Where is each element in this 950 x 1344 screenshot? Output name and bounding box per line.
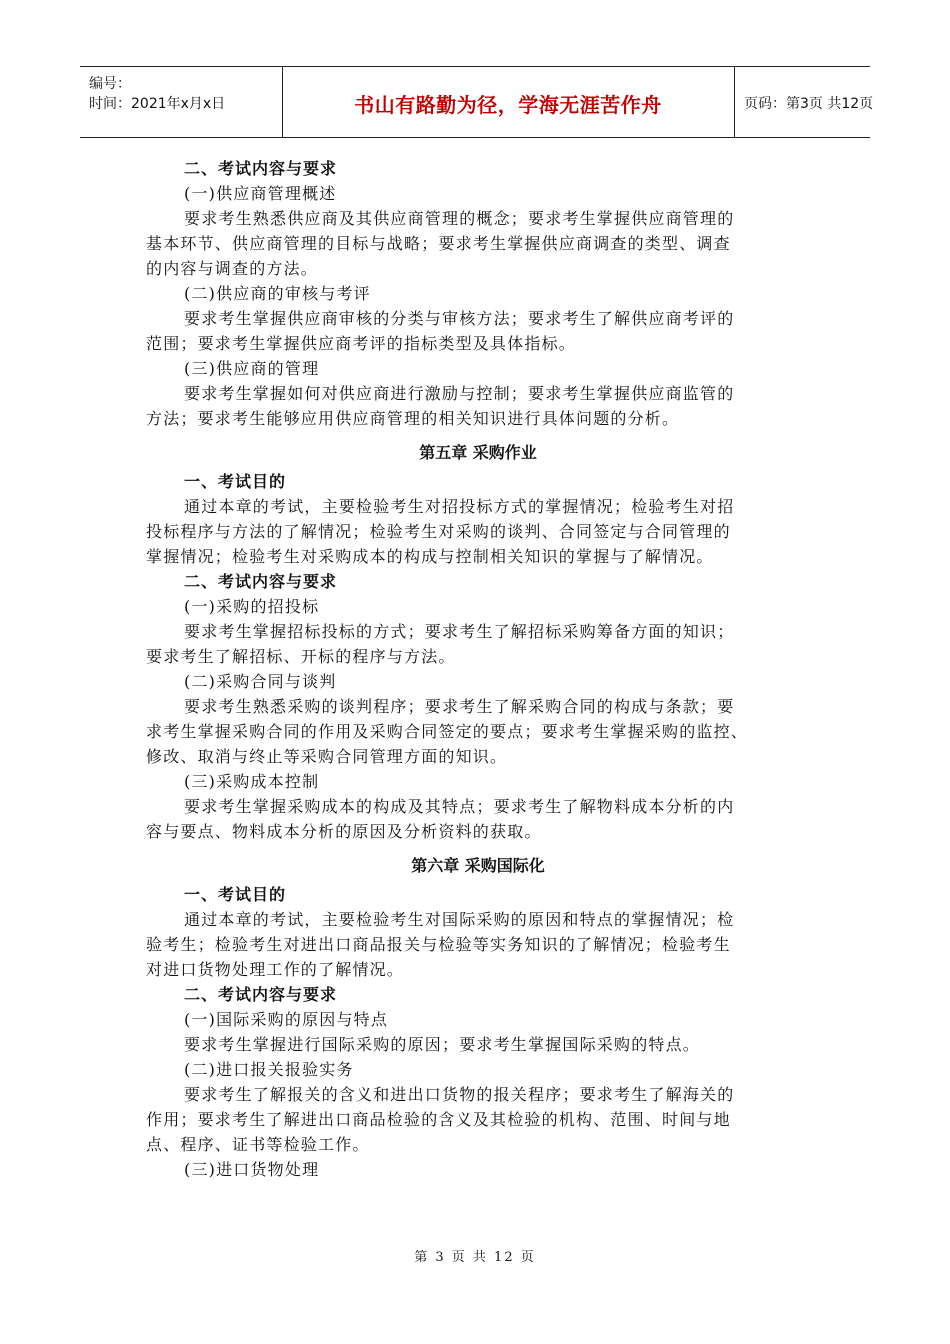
body-text-line: 要求考生掌握采购成本的构成及其特点；要求考生了解物料成本分析的内 — [184, 797, 735, 816]
body-text-line: 要求考生掌握如何对供应商进行激励与控制；要求考生掌握供应商监管的 — [184, 384, 735, 403]
body-text-line: 验考生；检验考生对进出口商品报关与检验等实务知识的了解情况；检验考生 — [146, 935, 731, 954]
section-heading: 一、考试目的 — [184, 472, 287, 491]
chapter-heading: 第六章 采购国际化 — [411, 856, 545, 875]
body-text-line: (二)供应商的审核与考评 — [184, 284, 371, 303]
body-text-line: 的内容与调查的方法。 — [146, 259, 319, 278]
page-header — [80, 66, 874, 138]
body-text-line: 对进口货物处理工作的了解情况。 — [146, 960, 405, 979]
body-text-line: 要求考生掌握进行国际采购的原因；要求考生掌握国际采购的特点。 — [184, 1035, 701, 1054]
number-label: 编号： — [89, 76, 131, 92]
chapter-heading: 第五章 采购作业 — [419, 443, 537, 462]
header-meta-cell — [80, 67, 283, 137]
section-heading: 二、考试内容与要求 — [184, 572, 338, 591]
section-heading: 二、考试内容与要求 — [184, 985, 338, 1004]
body-text-line: 点、程序、证书等检验工作。 — [146, 1135, 370, 1154]
document-body — [146, 156, 810, 1182]
body-text-line: 要求考生掌握供应商审核的分类与审核方法；要求考生了解供应商考评的 — [184, 309, 735, 328]
body-text-line: (二)采购合同与谈判 — [184, 672, 337, 691]
motto-text: 书山有路勤为径，学海无涯苦作舟 — [354, 93, 662, 117]
body-text-line: (一)国际采购的原因与特点 — [184, 1010, 389, 1029]
body-text-line: (三)供应商的管理 — [184, 359, 320, 378]
body-text-line: (一)采购的招投标 — [184, 597, 320, 616]
date-label: 时间：2021年x月x日 — [89, 96, 226, 112]
body-text-line: (三)进口货物处理 — [184, 1160, 320, 1179]
header-page-cell — [735, 67, 874, 137]
section-heading: 一、考试目的 — [184, 885, 287, 904]
body-text-line: 通过本章的考试，主要检验考生对招投标方式的掌握情况；检验考生对招 — [184, 497, 735, 516]
body-text-line: 容与要点、物料成本分析的原因及分析资料的获取。 — [146, 822, 542, 841]
body-text-line: 要求考生掌握招标投标的方式；要求考生了解招标采购筹备方面的知识； — [184, 622, 735, 641]
body-text-line: 范围；要求考生掌握供应商考评的指标类型及具体指标。 — [146, 334, 577, 353]
body-text-line: (二)进口报关报验实务 — [184, 1060, 354, 1079]
body-text-line: 修改、取消与终止等采购合同管理方面的知识。 — [146, 747, 508, 766]
body-text-line: 通过本章的考试，主要检验考生对国际采购的原因和特点的掌握情况；检 — [184, 910, 735, 929]
body-text-line: 作用；要求考生了解进出口商品检验的含义及其检验的机构、范围、时间与地 — [146, 1110, 731, 1129]
body-text-line: 要求考生熟悉采购的谈判程序；要求考生了解采购合同的构成与条款；要 — [184, 697, 735, 716]
body-text-line: 求考生掌握采购合同的作用及采购合同签定的要点；要求考生掌握采购的监控、 — [146, 722, 749, 741]
body-text-line: (一)供应商管理概述 — [184, 184, 337, 203]
body-text-line: 要求考生了解招标、开标的程序与方法。 — [146, 647, 456, 666]
body-text-line: 掌握情况；检验考生对采购成本的构成与控制相关知识的掌握与了解情况。 — [146, 547, 714, 566]
body-text-line: 方法；要求考生能够应用供应商管理的相关知识进行具体问题的分析。 — [146, 409, 680, 428]
body-text-line: 要求考生熟悉供应商及其供应商管理的概念；要求考生掌握供应商管理的 — [184, 209, 735, 228]
page-info: 页码：第3页 共12页 — [744, 96, 874, 112]
header-motto-cell — [282, 67, 735, 137]
body-text-line: (三)采购成本控制 — [184, 772, 320, 791]
body-text-line: 要求考生了解报关的含义和进出口货物的报关程序；要求考生了解海关的 — [184, 1085, 735, 1104]
page-footer: 第 3 页 共 12 页 — [414, 1250, 536, 1265]
body-text-line: 基本环节、供应商管理的目标与战略；要求考生掌握供应商调查的类型、调查 — [146, 234, 731, 253]
body-text-line: 投标程序与方法的了解情况；检验考生对采购的谈判、合同签定与合同管理的 — [146, 522, 731, 541]
section-heading: 二、考试内容与要求 — [184, 159, 338, 178]
